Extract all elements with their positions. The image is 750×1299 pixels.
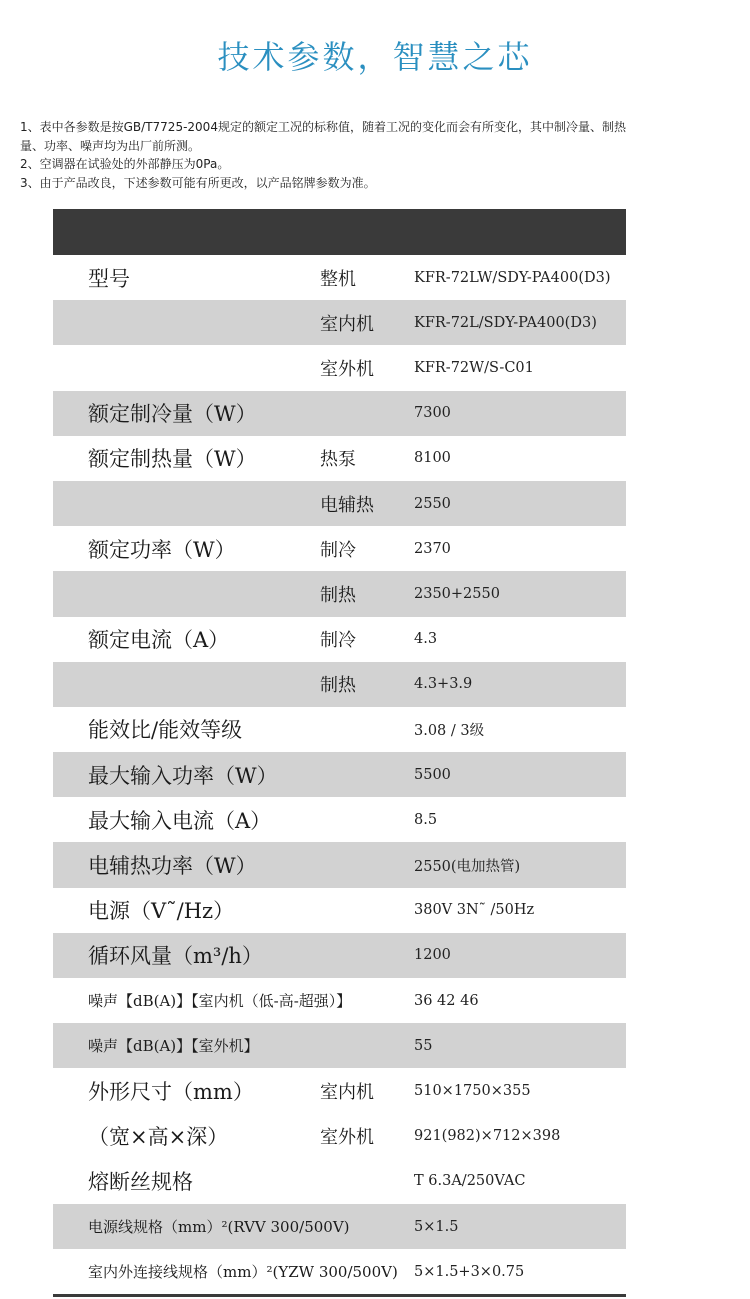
note-line: 2、空调器在试验处的外部静压为0Pa。 [20, 157, 230, 171]
param-name: 电源（V˜/Hz） [88, 899, 235, 924]
table-row [53, 1204, 626, 1249]
param-value: 2350+2550 [414, 585, 500, 602]
param-sub: 制冷 [320, 539, 356, 561]
param-name: 熔断丝规格 [88, 1170, 193, 1195]
note-line: 1、表中各参数是按GB/T7725-2004规定的额定工况的标称值，随着工况的变化而会有所变化，其中制冷量、制热 [20, 120, 626, 134]
page-title: 技术参数，智慧之芯 [217, 38, 533, 76]
spec-table [53, 209, 626, 1297]
param-value: KFR-72L/SDY-PA400(D3) [414, 314, 597, 331]
param-name: 额定电流（A） [88, 628, 230, 653]
table-row [53, 797, 626, 842]
param-name: 额定制冷量（W） [88, 402, 257, 427]
param-name: 电辅热功率（W） [88, 854, 257, 879]
table-row [53, 391, 626, 436]
param-value: 2550(电加热管) [414, 858, 521, 875]
notes [20, 118, 740, 192]
param-name: 最大输入功率（W） [88, 763, 278, 788]
param-value: 8.5 [414, 811, 438, 828]
param-sub: 制热 [320, 675, 356, 697]
param-value: 3.08 / 3级 [414, 722, 485, 739]
table-row [53, 842, 626, 887]
param-sub: 电辅热 [320, 494, 374, 516]
table-row [53, 300, 626, 345]
param-sub: 热泵 [320, 449, 356, 471]
param-value: 5×1.5 [414, 1218, 459, 1235]
param-value: 8100 [414, 450, 451, 467]
table-row [53, 888, 626, 933]
param-value: 5×1.5+3×0.75 [414, 1263, 525, 1280]
param-name: 外形尺寸（mm） [88, 1079, 254, 1104]
table-row [53, 617, 626, 662]
param-name: 噪声【dB(A)】【室内机（低-高-超强）】 [88, 992, 352, 1011]
param-sub: 室内机 [320, 1081, 374, 1103]
param-sub: 制热 [320, 584, 356, 606]
param-value: KFR-72LW/SDY-PA400(D3) [414, 269, 611, 286]
table-row [53, 1114, 626, 1159]
param-value: 2550 [414, 495, 451, 512]
table-row [53, 481, 626, 526]
param-name: 型号 [88, 266, 130, 291]
param-name: 最大输入电流（A） [88, 808, 272, 833]
table-row [53, 752, 626, 797]
table-row [53, 1068, 626, 1113]
table-row [53, 933, 626, 978]
table-row [53, 978, 626, 1023]
table-header-bar [53, 209, 626, 255]
param-name: 循环风量（m³/h） [88, 944, 263, 969]
param-sub: 制冷 [320, 630, 356, 652]
table-row [53, 1023, 626, 1068]
table-row [53, 255, 626, 300]
param-value: 4.3 [414, 631, 438, 648]
param-sub: 室外机 [320, 358, 374, 380]
table-row [53, 526, 626, 571]
param-sub: 整机 [320, 268, 356, 290]
param-value: 4.3+3.9 [414, 676, 473, 693]
param-name: 额定功率（W） [88, 537, 236, 562]
param-value: T 6.3A/250VAC [414, 1173, 526, 1190]
table-row [53, 707, 626, 752]
table-row [53, 1159, 626, 1204]
param-name: 噪声【dB(A)】【室外机】 [88, 1037, 259, 1056]
table-row [53, 1249, 626, 1294]
table-row [53, 436, 626, 481]
param-name: 室内外连接线规格（mm）²(YZW 300/500V) [88, 1263, 398, 1282]
param-sub: 室内机 [320, 313, 374, 335]
param-value: 921(982)×712×398 [414, 1128, 561, 1145]
param-name: 额定制热量（W） [88, 447, 257, 472]
param-sub: 室外机 [320, 1127, 374, 1149]
table-row [53, 662, 626, 707]
table-row [53, 345, 626, 390]
param-value: KFR-72W/S-C01 [414, 359, 534, 376]
param-value: 380V 3N˜ /50Hz [414, 902, 535, 919]
note-line: 量、功率、噪声均为出厂前所测。 [20, 138, 201, 153]
param-name: （宽×高×深） [88, 1125, 229, 1150]
param-value: 55 [414, 1037, 433, 1054]
param-name: 电源线规格（mm）²(RVV 300/500V) [88, 1218, 350, 1237]
param-value: 7300 [414, 405, 451, 422]
param-value: 36 42 46 [414, 992, 479, 1009]
param-value: 2370 [414, 540, 451, 557]
param-value: 510×1750×355 [414, 1082, 531, 1099]
note-line: 3、由于产品改良，下述参数可能有所更改，以产品铭牌参数为准。 [20, 175, 376, 190]
table-row [53, 571, 626, 616]
param-name: 能效比/能效等级 [88, 718, 243, 743]
param-value: 5500 [414, 766, 451, 783]
param-value: 1200 [414, 947, 451, 964]
table-bottom-rule [53, 1294, 626, 1297]
